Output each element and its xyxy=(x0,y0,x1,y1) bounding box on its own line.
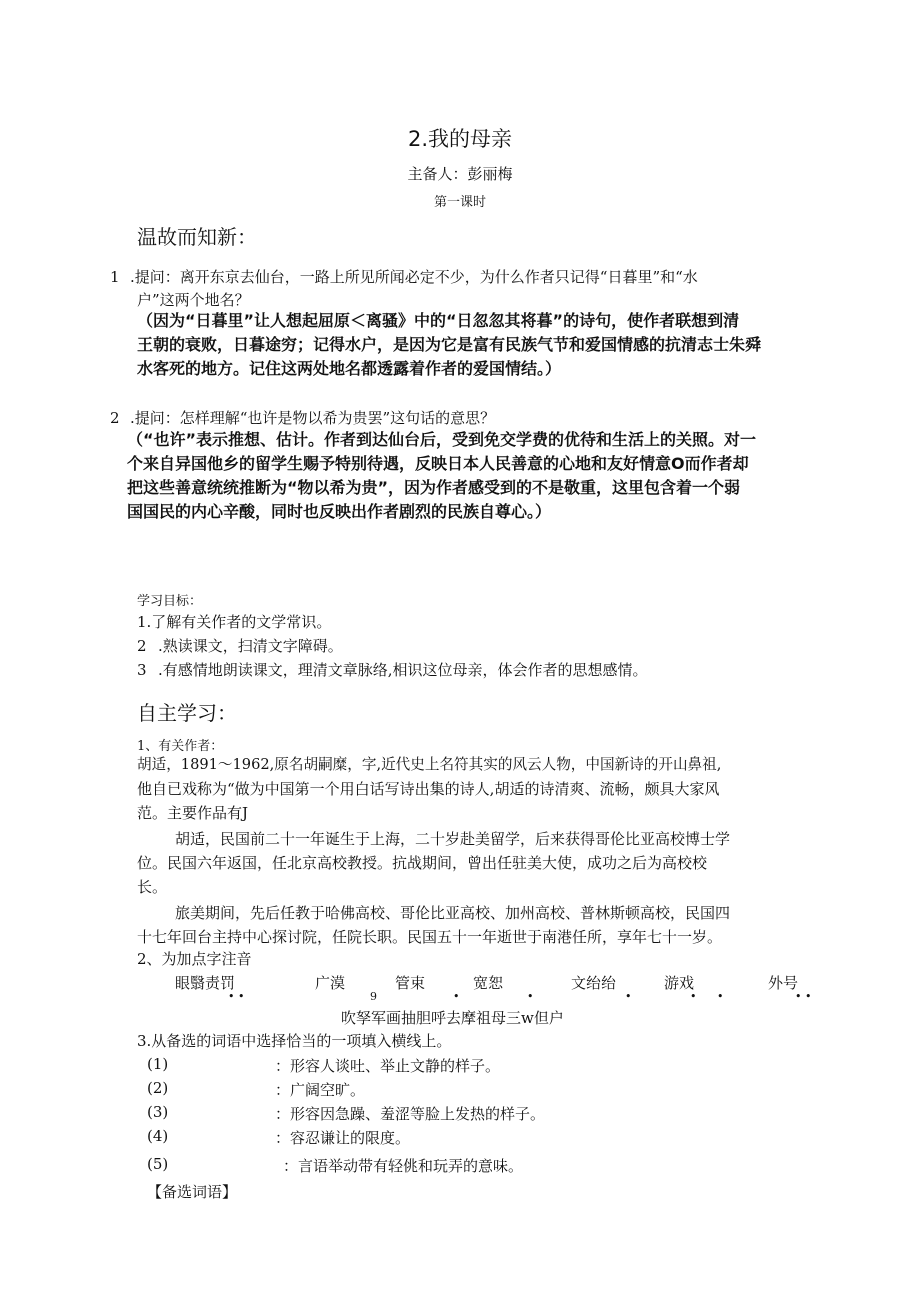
pinyin-section-label: 2、为加点字注音 xyxy=(137,950,252,968)
fill-1-definition: ：形容人谈吐、举止文静的样子。 xyxy=(275,1057,501,1075)
author-para1-line3: 范。主要作品有J xyxy=(137,804,249,822)
goals-label: 学习目标： xyxy=(137,594,203,609)
fill-1-number: (1) xyxy=(147,1055,169,1073)
emphasis-mark: • xyxy=(453,990,460,1003)
fill-5-number: (5) xyxy=(147,1155,169,1173)
author-line: 主备人：彭丽梅 xyxy=(407,165,513,183)
fill-4-number: (4) xyxy=(147,1127,169,1145)
author-para3-line2: 十七年回台主持中心探讨院，任院长职。民国五十一年逝世于南港任所，享年七十一岁。 xyxy=(137,928,723,946)
fill-2-number: (2) xyxy=(147,1079,169,1097)
word-1: 眼翳责罚 xyxy=(175,974,236,992)
q1-line1: .提问：离开东京去仙台，一路上所见所闻必定不少，为什么作者只记得“日暮里”和“水 xyxy=(130,268,698,286)
emphasis-mark: • • xyxy=(795,990,812,1003)
author-para1-line2: 他自已戏称为“做为中国第一个用白话写诗出集的诗人,胡适的诗清爽、流畅，颇具大家风 xyxy=(137,780,720,798)
lesson-label: 第一课时 xyxy=(433,195,486,210)
review-heading: 温故而知新： xyxy=(137,225,257,249)
author-para2-line2: 位。民国六年返国，任北京高校教授。抗战期间，曾出任驻美大使，成功之后为高校校 xyxy=(137,854,708,872)
self-study-heading: 自主学习： xyxy=(137,701,237,725)
options-label: 【备选词语】 xyxy=(147,1183,238,1201)
word-6: 游戏 xyxy=(664,974,695,992)
q1-answer-line3: 水客死的地方。记住这两处地名都透露着作者的爱国情结。） xyxy=(137,359,562,378)
goal-1: 1.了解有关作者的文学常识。 xyxy=(137,613,332,631)
fill-3-definition: ：形容因急躁、羞涩等脸上发热的样子。 xyxy=(275,1105,546,1123)
fill-section-label: 3.从备选的词语中选择恰当的一项填入横线上。 xyxy=(137,1032,452,1050)
emphasis-mark: • xyxy=(690,990,697,1003)
q2-number: 2 xyxy=(110,409,120,427)
word-3: 管束 xyxy=(395,974,426,992)
q2-answer-line3: 把这些善意统统推断为“物以希为贵”，因为作者感受到的不是敬重，这里包含着一个弱 xyxy=(127,478,741,497)
fill-5-definition: ：言语举动带有轻佻和玩弄的意味。 xyxy=(283,1157,524,1175)
author-para2-line3: 长。 xyxy=(137,878,168,896)
q1-line2: 户”这两个地名？ xyxy=(137,291,250,309)
q1-answer-line1: （因为“日暮里”让人想起屈原＜离骚》中的“日忽忽其将暮”的诗句，使作者联想到清 xyxy=(137,311,740,330)
emphasis-mark: • xyxy=(527,990,534,1003)
author-section-label: 1、有关作者： xyxy=(137,739,224,754)
q2-answer-line1: （“也许”表示推想、估计。作者到达仙台后，受到免交学费的优待和生活上的关照。对一 xyxy=(127,430,757,449)
fill-4-definition: ：容忍谦让的限度。 xyxy=(275,1129,411,1147)
emphasis-mark: • • xyxy=(228,990,245,1003)
author-para1-line1: 胡适，1891～1962,原名胡嗣糜，字,近代史上名符其实的风云人物，中国新诗的开山鼻祖, xyxy=(137,756,722,773)
fill-3-number: (3) xyxy=(147,1103,169,1121)
q2-answer-line2: 个来自异国他乡的留学生赐予特别待遇，反映日本人民善意的心地和友好情意O而作者却 xyxy=(127,454,749,473)
emphasis-mark: 9 xyxy=(370,990,377,1003)
q1-answer-line2: 王朝的衰败，日暮途穷；记得水户，是因为它是富有民族气节和爱国情感的抗清志士朱舜 xyxy=(137,335,762,354)
author-para3-line1: 旅美期间，先后任教于哈佛高校、哥伦比亚高校、加州高校、普林斯顿高校，民国四 xyxy=(175,904,731,922)
word-5: 文绐绐 xyxy=(571,974,617,992)
page-title: 2.我的母亲 xyxy=(407,127,513,151)
author-para2-line1: 胡适，民国前二十一年诞生于上海，二十岁赴美留学，后来获得哥伦比亚高校博士学 xyxy=(175,830,731,848)
q2-answer-line4: 国国民的内心辛酸，同时也反映出作者剧烈的民族自尊心。） xyxy=(127,502,552,521)
word-7: 外号 xyxy=(768,974,799,992)
emphasis-mark: • xyxy=(717,990,724,1003)
word-4: 宽恕 xyxy=(473,974,504,992)
goal-3-number: 3 xyxy=(137,661,147,679)
fill-2-definition: ：广阔空旷。 xyxy=(275,1081,366,1099)
goal-2: .熟读课文，扫清文字障碍。 xyxy=(158,637,343,655)
goal-3: .有感情地朗读课文，理清文章脉络,相识这位母亲，体会作者的思想感情。 xyxy=(158,661,648,679)
pinyin-garbled-line: 吹孥军画抽胆呼去摩祖母三w但户 xyxy=(341,1009,564,1027)
goal-2-number: 2 xyxy=(137,637,147,655)
word-2: 广漠 xyxy=(315,974,346,992)
q1-number: 1 xyxy=(110,268,120,286)
emphasis-mark: • xyxy=(625,990,632,1003)
q2-line1: .提问：怎样理解“也许是物以希为贵罢”这句话的意思？ xyxy=(130,409,496,427)
